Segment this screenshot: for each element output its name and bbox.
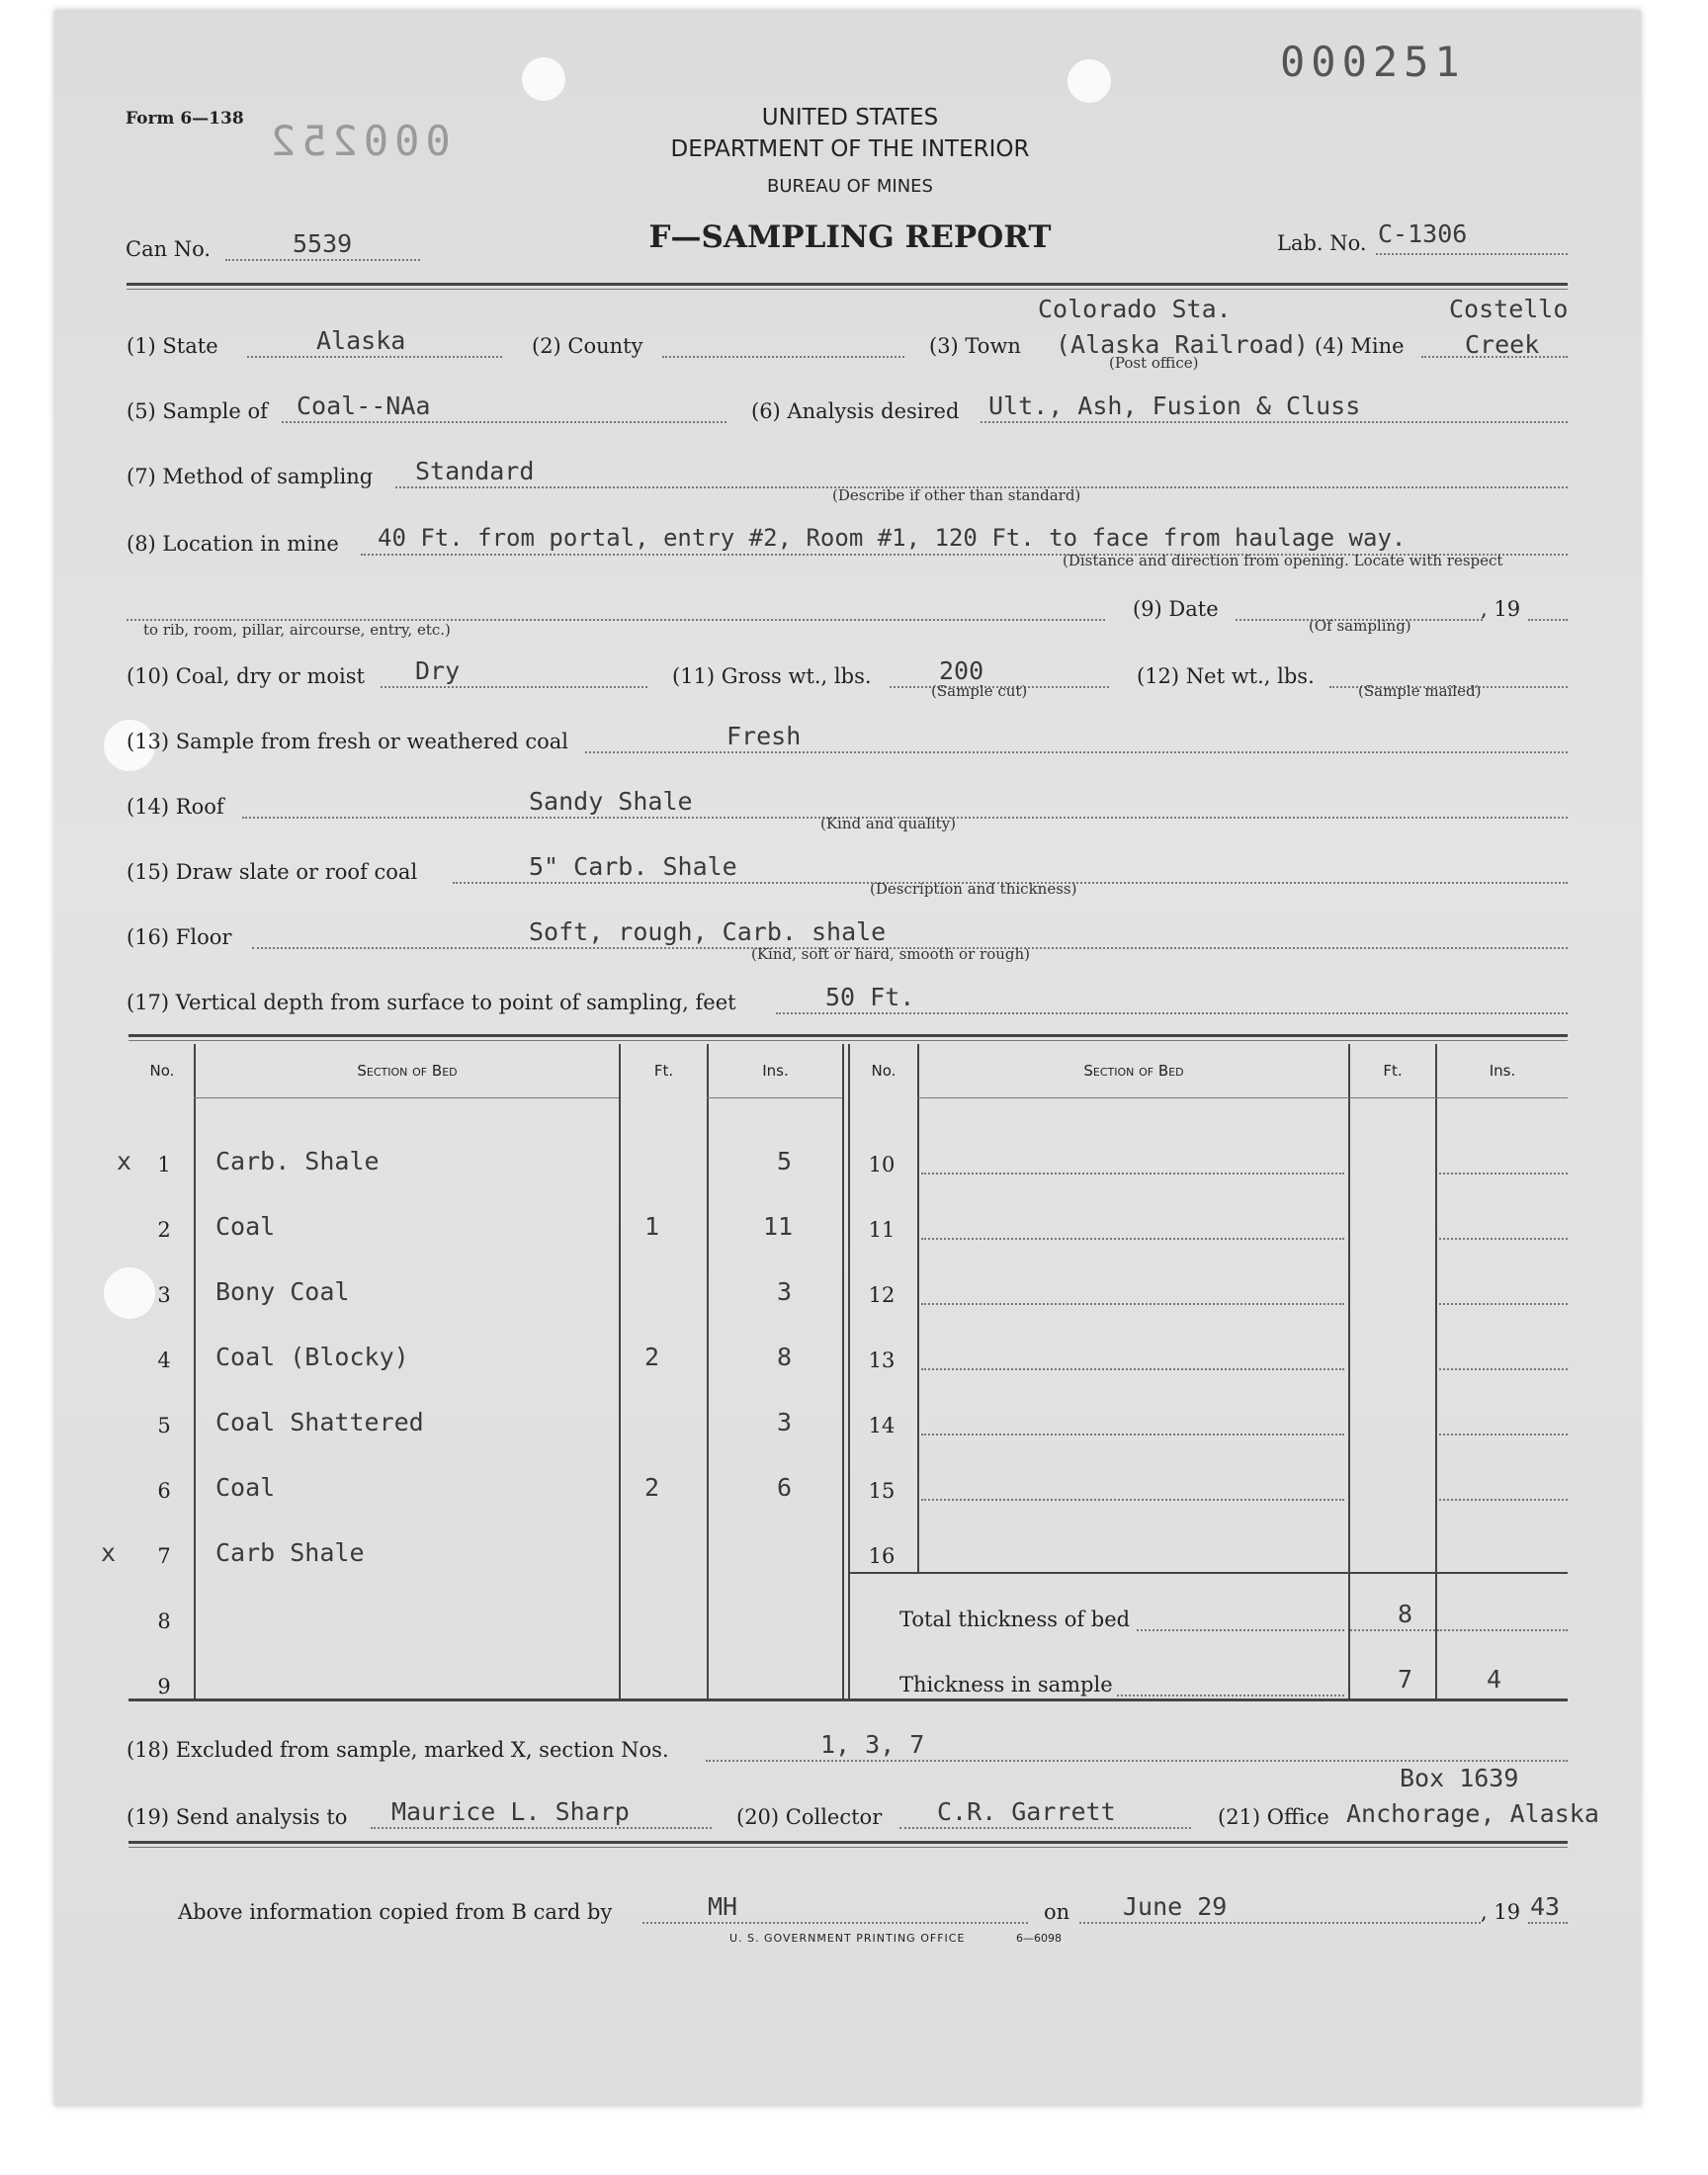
- sample-thickness-label: Thickness in sample: [899, 1673, 1113, 1696]
- row-ft: 2: [644, 1343, 660, 1371]
- can-no-label: Can No.: [126, 237, 212, 261]
- method-label: (7) Method of sampling: [127, 465, 374, 488]
- header-underline: [194, 1097, 619, 1098]
- gross-caption: (Sample cut): [931, 682, 1028, 700]
- county-label: (2) County: [532, 334, 643, 358]
- office-label: (21) Office: [1218, 1805, 1329, 1829]
- fresh-label: (13) Sample from fresh or weathered coal: [127, 730, 569, 753]
- copied-year-value: 43: [1530, 1892, 1561, 1921]
- document-stamp-number: 000251: [1280, 38, 1466, 86]
- header-underline: [917, 1097, 1568, 1098]
- row-number: 11: [868, 1218, 896, 1242]
- copied-by-value: MH: [708, 1892, 738, 1921]
- row-ins: 3: [777, 1277, 793, 1306]
- state-value: Alaska: [316, 326, 406, 355]
- row-rule: [921, 1303, 1344, 1305]
- collector-line: [899, 1827, 1191, 1829]
- row-number: 16: [868, 1544, 896, 1568]
- state-label: (1) State: [127, 334, 218, 358]
- row-number: 3: [157, 1283, 171, 1307]
- row-number: 15: [868, 1479, 896, 1503]
- row-rule: [921, 1499, 1344, 1501]
- row-section: Coal: [215, 1212, 276, 1241]
- header-ins-right: Ins.: [1489, 1062, 1516, 1080]
- row-section: Coal: [215, 1473, 276, 1502]
- office-value-line1: Box 1639: [1400, 1764, 1519, 1792]
- row-number: 9: [157, 1675, 171, 1698]
- row-rule: [921, 1434, 1344, 1436]
- send-line: [371, 1827, 712, 1829]
- agency-line-1: UNITED STATES: [761, 105, 939, 130]
- fresh-line: [585, 751, 1568, 753]
- row-number: 1: [157, 1153, 171, 1176]
- send-value: Maurice L. Sharp: [391, 1797, 630, 1826]
- row-ins: 11: [763, 1212, 794, 1241]
- printer-code: 6—6098: [1016, 1932, 1062, 1945]
- analysis-line: [981, 421, 1568, 423]
- draw-caption: (Description and thickness): [870, 880, 1077, 898]
- gross-label: (11) Gross wt., lbs.: [672, 664, 872, 688]
- header-rule-thin: [127, 289, 1568, 290]
- row-rule: [1439, 1173, 1568, 1174]
- col-divider: [917, 1044, 919, 1574]
- row-mark: x: [117, 1147, 132, 1175]
- row-number: 6: [157, 1479, 171, 1503]
- header-no-right: No.: [871, 1062, 897, 1080]
- row-rule: [1439, 1303, 1568, 1305]
- mirrored-stamp-number: 000252: [265, 117, 451, 165]
- roof-value: Sandy Shale: [529, 787, 693, 816]
- draw-label: (15) Draw slate or roof coal: [127, 860, 418, 884]
- col-divider: [194, 1044, 196, 1700]
- form-number: Form 6—138: [126, 109, 244, 129]
- lab-no-value: C-1306: [1378, 219, 1468, 248]
- mine-value-line1: Costello: [1449, 295, 1569, 323]
- total-line: [1437, 1629, 1568, 1631]
- fresh-value: Fresh: [726, 722, 802, 750]
- excluded-line: [706, 1760, 1568, 1762]
- draw-value: 5" Carb. Shale: [529, 852, 737, 881]
- net-caption: (Sample mailed): [1358, 682, 1482, 700]
- date-year: , 19: [1481, 597, 1521, 621]
- can-no-value: 5539: [293, 229, 353, 258]
- row-number: 14: [868, 1414, 896, 1437]
- location-value: 40 Ft. from portal, entry #2, Room #1, 120 Ft. to face from haulage way.: [378, 524, 1407, 552]
- table-bottom-rule: [128, 1698, 1568, 1701]
- location-caption: (Distance and direction from opening. Locate with respect: [1063, 552, 1503, 569]
- row-mark: x: [101, 1538, 117, 1567]
- floor-label: (16) Floor: [127, 925, 232, 949]
- row-number: 10: [868, 1153, 896, 1176]
- net-label: (12) Net wt., lbs.: [1137, 664, 1315, 688]
- col-divider: [848, 1044, 850, 1700]
- town-caption: (Post office): [1109, 354, 1199, 372]
- depth-value: 50 Ft.: [825, 983, 915, 1011]
- mine-value-line2: Creek: [1465, 330, 1540, 359]
- header-ins-left: Ins.: [762, 1062, 789, 1080]
- header-ft-left: Ft.: [653, 1062, 674, 1080]
- lab-no-line: [1376, 253, 1568, 255]
- copied-on-label: on: [1044, 1900, 1070, 1924]
- footer-rule-thin: [128, 1847, 1568, 1848]
- agency-line-3: BUREAU OF MINES: [767, 176, 933, 197]
- state-line: [247, 356, 502, 358]
- location-caption-2: to rib, room, pillar, aircourse, entry, etc.): [143, 621, 451, 639]
- punch-hole: [522, 57, 565, 101]
- can-no-line: [225, 259, 420, 261]
- header-no-left: No.: [149, 1062, 175, 1080]
- roof-caption: (Kind and quality): [820, 815, 957, 832]
- row-rule: [1439, 1368, 1568, 1370]
- date-label: (9) Date: [1133, 597, 1219, 621]
- row-rule: [921, 1173, 1344, 1174]
- punch-hole: [1068, 59, 1111, 103]
- row-number: 13: [868, 1348, 896, 1372]
- copied-year-line: [1528, 1922, 1568, 1924]
- col-divider: [1435, 1044, 1437, 1700]
- row-number: 12: [868, 1283, 896, 1307]
- total-line: [1137, 1629, 1344, 1631]
- col-divider: [1348, 1044, 1350, 1700]
- sample-of-label: (5) Sample of: [127, 399, 268, 423]
- row-number: 7: [157, 1544, 171, 1568]
- location-label: (8) Location in mine: [127, 532, 339, 556]
- depth-line: [776, 1012, 1568, 1014]
- town-label: (3) Town: [929, 334, 1021, 358]
- copied-year-prefix: , 19: [1481, 1900, 1521, 1924]
- analysis-value: Ult., Ash, Fusion & Cluss: [988, 392, 1361, 420]
- copied-date-value: June 29: [1123, 1892, 1228, 1921]
- total-line: [1350, 1629, 1435, 1631]
- copied-date-line: [1079, 1922, 1481, 1924]
- row-number: 5: [157, 1414, 171, 1437]
- total-thickness-label: Total thickness of bed: [899, 1608, 1131, 1631]
- printer-line: U. S. GOVERNMENT PRINTING OFFICE: [729, 1932, 966, 1945]
- row-section: Bony Coal: [215, 1277, 350, 1306]
- row-rule: [848, 1572, 1568, 1574]
- form-title: F—SAMPLING REPORT: [648, 219, 1052, 255]
- row-ft: 2: [644, 1473, 660, 1502]
- row-rule: [1439, 1434, 1568, 1436]
- date-year-line: [1528, 619, 1568, 621]
- method-value: Standard: [415, 457, 535, 485]
- col-divider: [842, 1044, 844, 1700]
- header-section-left: Section of Bed: [357, 1062, 458, 1080]
- row-ins: 6: [777, 1473, 793, 1502]
- coal-state-label: (10) Coal, dry or moist: [127, 664, 365, 688]
- send-label: (19) Send analysis to: [127, 1805, 348, 1829]
- row-section: Carb Shale: [215, 1538, 365, 1567]
- sample-ft: 7: [1398, 1665, 1413, 1694]
- floor-value: Soft, rough, Carb. shale: [529, 917, 887, 946]
- row-number: 2: [157, 1218, 171, 1242]
- method-caption: (Describe if other than standard): [832, 486, 1081, 504]
- col-divider: [619, 1044, 621, 1700]
- header-underline: [707, 1097, 842, 1098]
- office-value-line2: Anchorage, Alaska: [1346, 1799, 1599, 1828]
- row-ins: 5: [777, 1147, 793, 1175]
- header-ft-right: Ft.: [1383, 1062, 1403, 1080]
- footer-rule: [128, 1841, 1568, 1844]
- collector-value: C.R. Garrett: [937, 1797, 1116, 1826]
- sample-ins: 4: [1487, 1665, 1502, 1694]
- copied-label: Above information copied from B card by: [178, 1900, 613, 1924]
- town-value-line2: (Alaska Railroad): [1056, 330, 1309, 359]
- row-number: 4: [157, 1348, 171, 1372]
- row-rule: [1439, 1499, 1568, 1501]
- roof-label: (14) Roof: [127, 795, 224, 819]
- row-section: Coal (Blocky): [215, 1343, 409, 1371]
- sample-of-line: [282, 421, 726, 423]
- row-rule: [1439, 1238, 1568, 1240]
- row-number: 8: [157, 1610, 171, 1633]
- col-divider: [707, 1044, 709, 1700]
- coal-state-line: [381, 686, 647, 688]
- analysis-label: (6) Analysis desired: [751, 399, 960, 423]
- row-section: Coal Shattered: [215, 1408, 424, 1436]
- row-ins: 8: [777, 1343, 793, 1371]
- row-section: Carb. Shale: [215, 1147, 380, 1175]
- county-line: [662, 356, 904, 358]
- total-ft: 8: [1398, 1600, 1413, 1628]
- sample-line: [1117, 1695, 1344, 1696]
- floor-caption: (Kind, soft or hard, smooth or rough): [751, 945, 1030, 963]
- depth-label: (17) Vertical depth from surface to point of sampling, feet: [127, 991, 736, 1014]
- row-ft: 1: [644, 1212, 660, 1241]
- row-rule: [921, 1238, 1344, 1240]
- row-ins: 3: [777, 1408, 793, 1436]
- sample-of-value: Coal--NAa: [297, 392, 431, 420]
- mine-label: (4) Mine: [1315, 334, 1405, 358]
- coal-state-value: Dry: [415, 656, 461, 685]
- agency-line-2: DEPARTMENT OF THE INTERIOR: [670, 136, 1030, 162]
- row-rule: [921, 1368, 1344, 1370]
- lab-no-label: Lab. No.: [1277, 231, 1367, 255]
- header-rule: [127, 283, 1568, 286]
- table-top-rule-thin: [128, 1040, 1568, 1041]
- excluded-label: (18) Excluded from sample, marked X, section Nos.: [127, 1738, 669, 1762]
- table-top-rule: [128, 1034, 1568, 1037]
- date-caption: (Of sampling): [1309, 617, 1411, 635]
- collector-label: (20) Collector: [736, 1805, 883, 1829]
- header-section-right: Section of Bed: [1083, 1062, 1184, 1080]
- town-value-line1: Colorado Sta.: [1038, 295, 1232, 323]
- excluded-value: 1, 3, 7: [820, 1730, 925, 1759]
- copied-by-line: [642, 1922, 1028, 1924]
- gross-value: 200: [939, 656, 984, 685]
